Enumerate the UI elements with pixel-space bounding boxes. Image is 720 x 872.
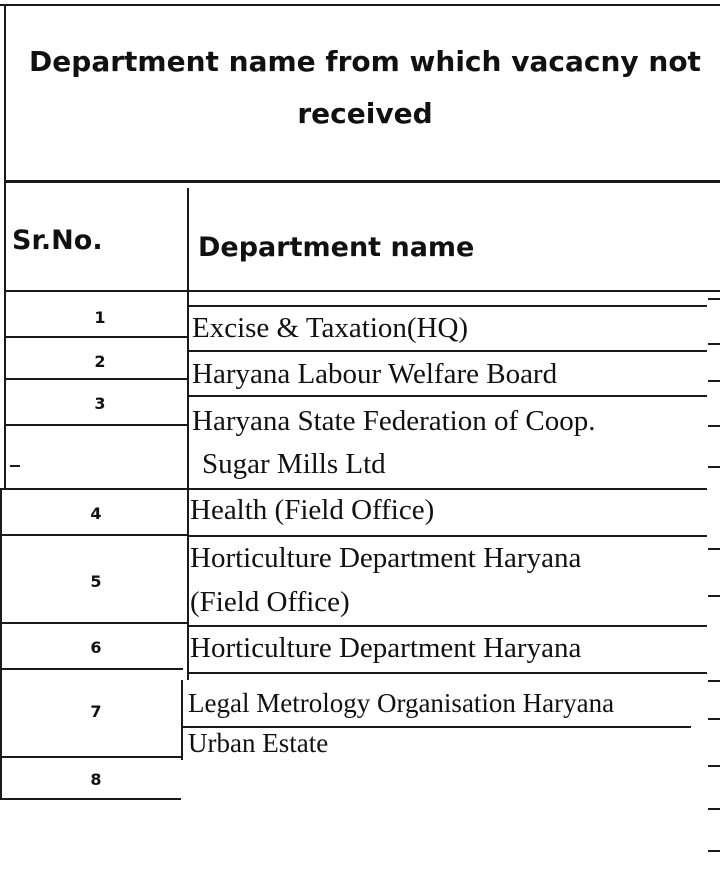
edge-tick — [10, 465, 20, 467]
row-divider — [4, 336, 187, 338]
edge-tick — [708, 343, 720, 345]
column-divider — [187, 300, 189, 680]
row-divider — [0, 622, 187, 624]
row-department: Haryana State Federation of Coop. — [192, 405, 596, 437]
row-department: Horticulture Department Haryana — [190, 632, 582, 664]
row-department: Haryana Labour Welfare Board — [192, 358, 558, 390]
edge-tick — [708, 466, 720, 468]
header-bottom-border — [4, 290, 720, 292]
row-divider — [0, 668, 183, 670]
edge-tick — [708, 425, 720, 427]
row-srno: 6 — [90, 638, 102, 657]
table-title: Department name from which vacacny not received — [29, 45, 701, 130]
row-divider — [0, 534, 187, 536]
row-divider — [187, 350, 707, 352]
edge-tick — [708, 718, 720, 720]
row-department-line2: Sugar Mills Ltd — [202, 448, 386, 480]
row-srno: 5 — [90, 572, 102, 591]
row-department: Health (Field Office) — [190, 494, 435, 526]
row-divider — [4, 424, 187, 426]
row-divider — [187, 535, 707, 537]
table-left-border — [4, 4, 6, 489]
column-divider-header — [187, 188, 189, 300]
edge-tick — [708, 380, 720, 382]
edge-tick — [708, 765, 720, 767]
column-header-department: Department name — [198, 232, 475, 263]
row-srno: 7 — [90, 702, 102, 721]
row-divider — [0, 798, 181, 800]
table-left-border-lower — [0, 490, 2, 800]
row-srno: 4 — [90, 504, 102, 523]
edge-tick — [708, 680, 720, 682]
row-department: Horticulture Department Haryana — [190, 542, 582, 574]
row-divider — [187, 625, 707, 627]
row-divider — [4, 378, 187, 380]
column-divider-lower — [181, 680, 183, 760]
row-department-line2: (Field Office) — [190, 586, 350, 618]
title-bottom-border — [4, 180, 720, 183]
row-srno: 2 — [94, 352, 106, 371]
row-divider — [0, 756, 181, 758]
row-divider — [187, 672, 707, 674]
row-srno: 3 — [94, 394, 106, 413]
edge-tick — [708, 298, 720, 300]
row-department: Excise & Taxation(HQ) — [192, 312, 469, 344]
row-divider — [187, 305, 707, 307]
edge-tick — [708, 850, 720, 852]
column-header-srno: Sr.No. — [12, 225, 103, 256]
edge-tick — [708, 548, 720, 550]
row-department: Legal Metrology Organisation Haryana — [188, 688, 615, 718]
row-srno: 8 — [90, 770, 102, 789]
edge-tick — [708, 808, 720, 810]
row-srno: 1 — [94, 308, 106, 327]
row-department-line2: Urban Estate — [188, 728, 329, 758]
edge-tick — [708, 595, 720, 597]
table-top-border — [0, 4, 720, 6]
row-divider — [187, 395, 707, 397]
